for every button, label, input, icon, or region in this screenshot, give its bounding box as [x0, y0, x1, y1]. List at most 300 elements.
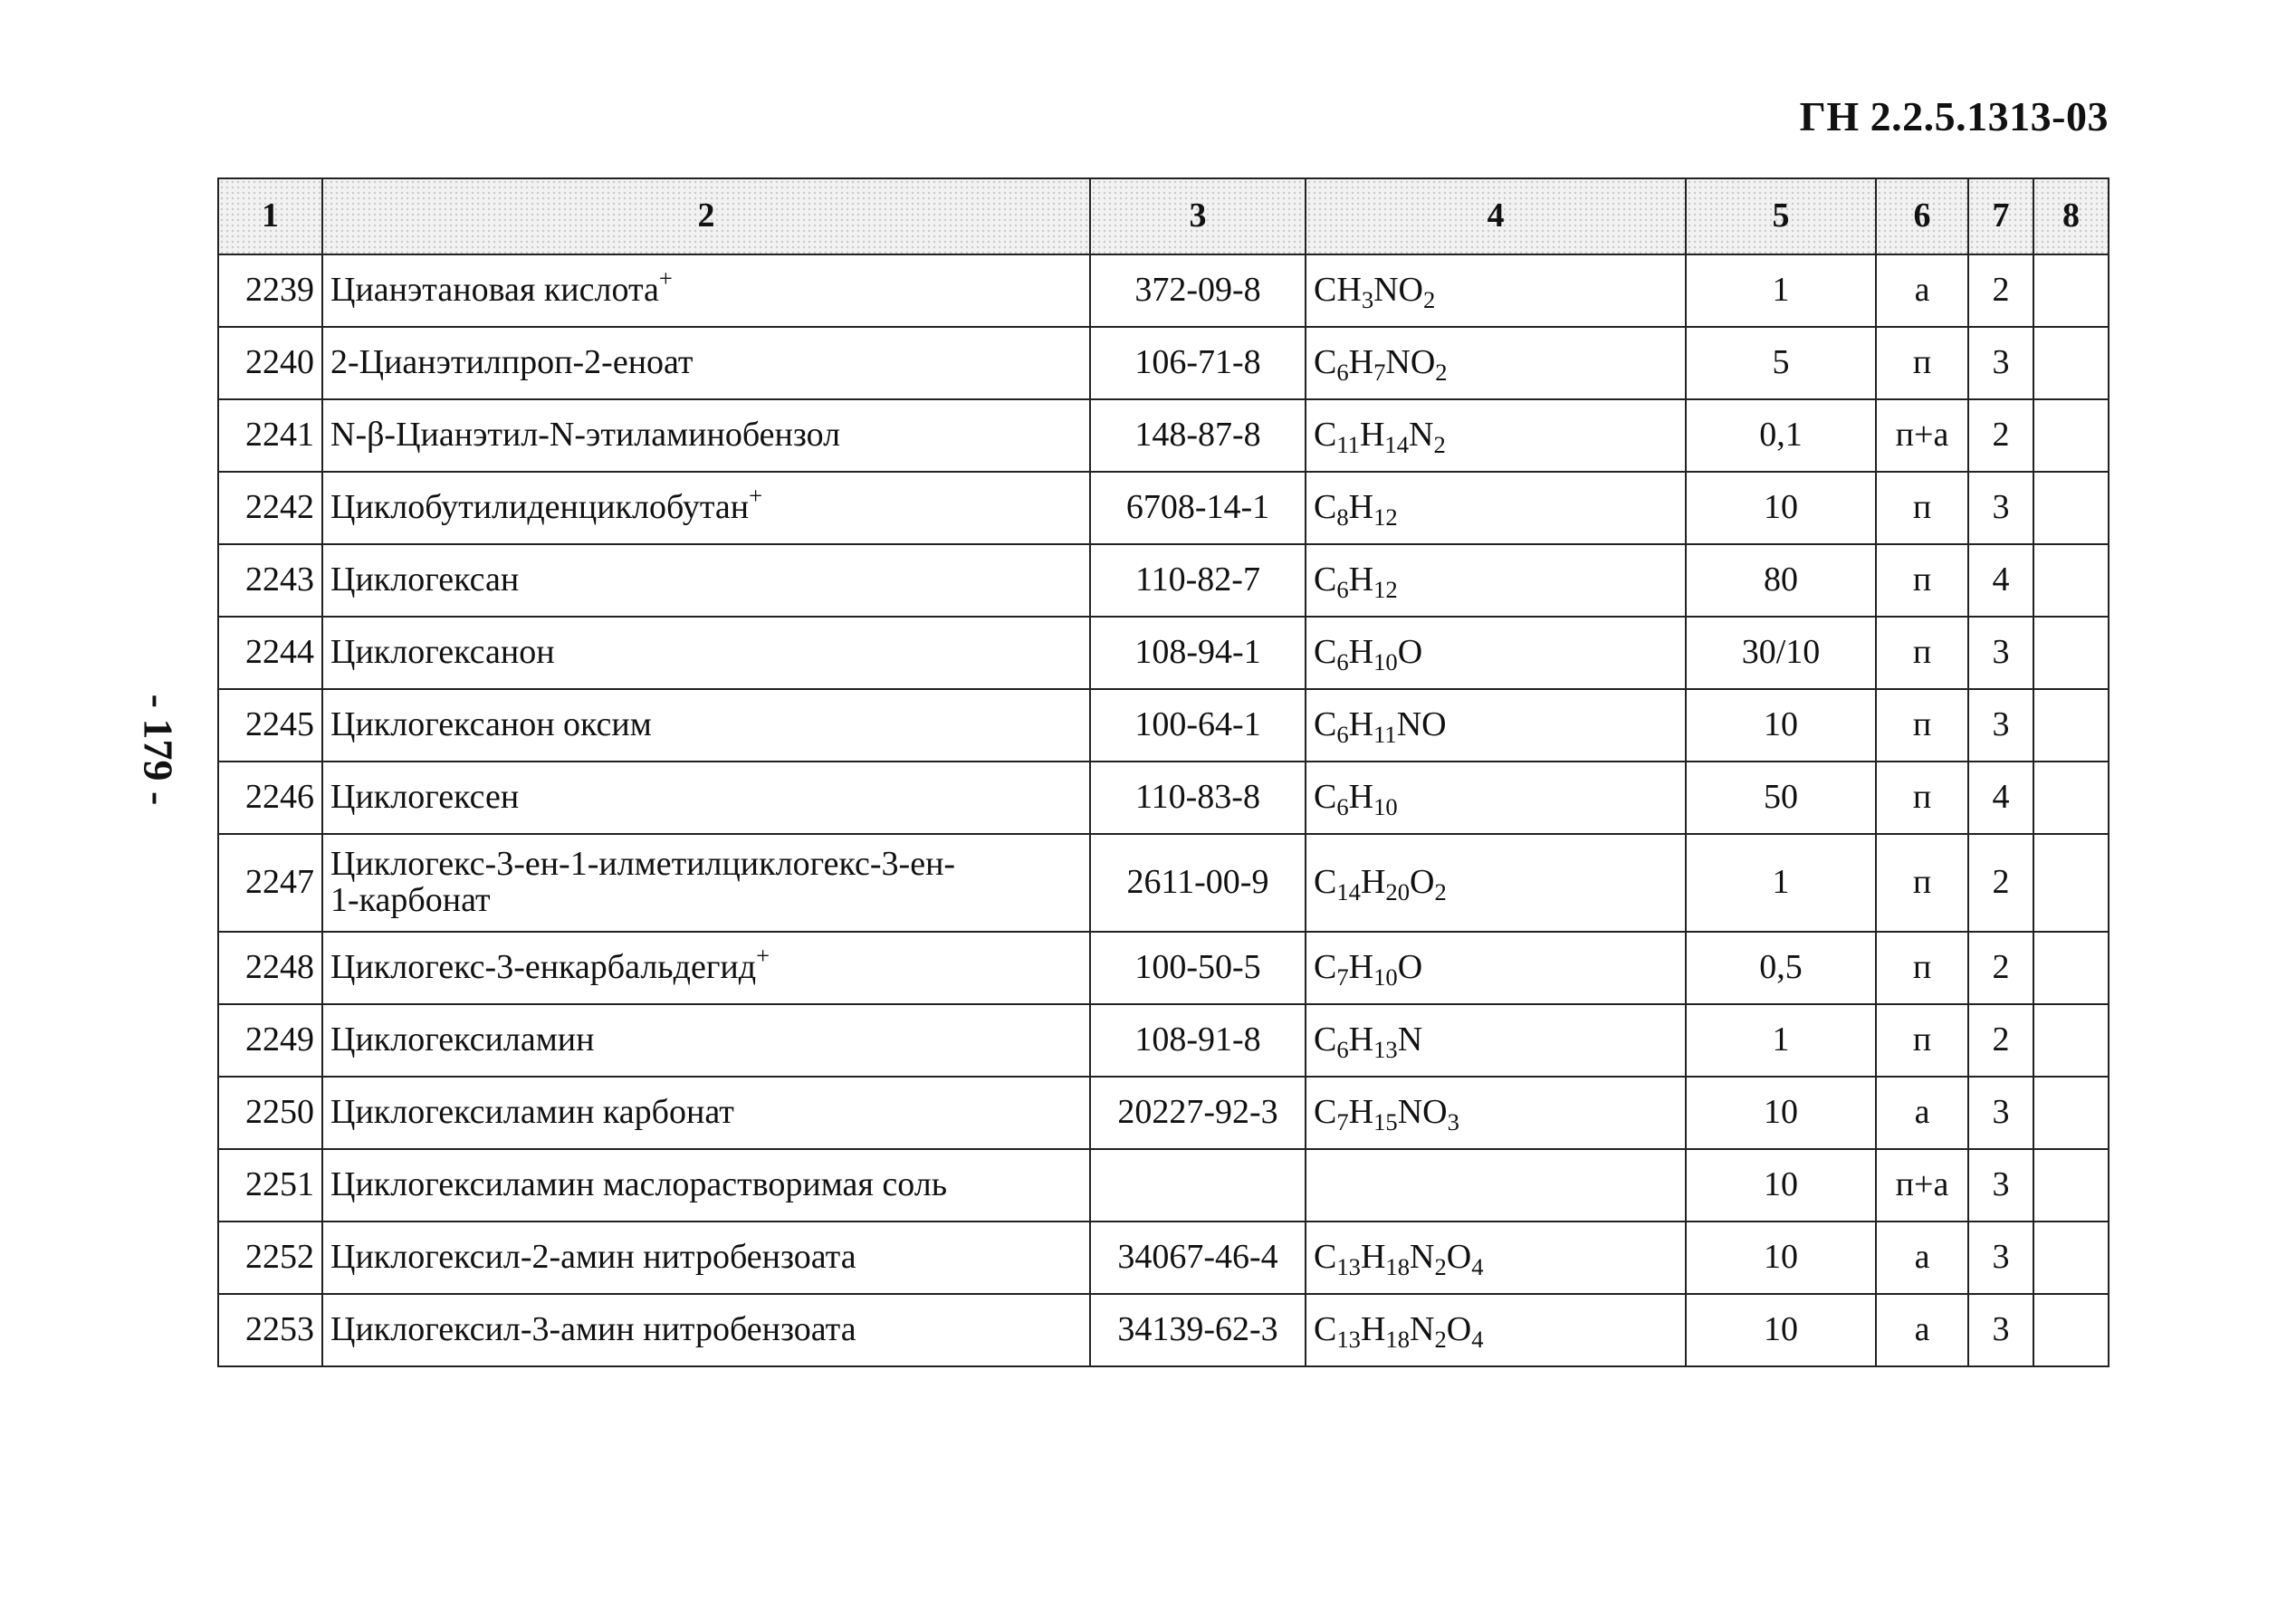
- cas-number: 148-87-8: [1134, 416, 1261, 455]
- chemical-formula: [1314, 416, 1446, 459]
- formula-subscript: 3: [1447, 1108, 1459, 1136]
- hazard-class: 2: [1992, 416, 2010, 455]
- cell-class: [1968, 472, 2033, 544]
- cell-value: [1686, 932, 1876, 1004]
- table-row: [218, 932, 2109, 1004]
- chemical-formula: [1314, 1238, 1484, 1281]
- aggregate-state: п: [1912, 488, 1932, 527]
- column-header: 2: [322, 178, 1090, 254]
- cell-value: [1686, 1004, 1876, 1077]
- formula-subscript: 10: [1373, 648, 1398, 676]
- cell-note: [2033, 1294, 2109, 1366]
- cell-state: [1876, 544, 1968, 617]
- formula-subscript: 2: [1423, 286, 1436, 314]
- table-row: [218, 472, 2109, 544]
- cell-state: [1876, 327, 1968, 399]
- formula-subscript: 7: [1373, 359, 1386, 387]
- cell-formula: [1306, 472, 1686, 544]
- chemical-formula: [1314, 778, 1398, 821]
- cell-formula: [1306, 1004, 1686, 1077]
- formula-element: N: [1410, 1310, 1435, 1349]
- cas-number: 34067-46-4: [1117, 1238, 1278, 1277]
- cell-state: [1876, 399, 1968, 472]
- limit-value: 10: [1764, 1093, 1798, 1132]
- table-body: [218, 254, 2109, 1366]
- substance-name: Циклогекс-3-енкарбальдегид: [330, 948, 757, 987]
- cas-number: 108-91-8: [1134, 1020, 1261, 1059]
- cell-formula: [1306, 544, 1686, 617]
- cell-name: [322, 1077, 1090, 1149]
- formula-subscript: 18: [1385, 1253, 1410, 1281]
- cell-class: [1968, 834, 2033, 932]
- formula-element: C: [1314, 271, 1337, 310]
- row-number: 2242: [245, 488, 314, 527]
- cell-state: [1876, 1077, 1968, 1149]
- cell-note: [2033, 834, 2109, 932]
- formula-subscript: 14: [1384, 431, 1410, 459]
- cell-class: [1968, 399, 2033, 472]
- formula-element: H: [1360, 1238, 1386, 1277]
- limit-value: 10: [1764, 1238, 1798, 1277]
- substance-name: 2-Цианэтилпроп-2-еноат: [330, 343, 694, 382]
- cell-formula: [1306, 254, 1686, 327]
- cell-number: [218, 544, 322, 617]
- hazard-class: 3: [1992, 1165, 2010, 1204]
- row-number: 2247: [245, 863, 314, 902]
- cell-name: [322, 617, 1090, 689]
- formula-element: C: [1314, 343, 1337, 382]
- formula-element: H: [1348, 778, 1374, 817]
- cas-number: 20227-92-3: [1117, 1093, 1278, 1132]
- cell-value: [1686, 762, 1876, 834]
- cell-class: [1968, 1294, 2033, 1366]
- limit-value: 30/10: [1741, 633, 1821, 672]
- formula-element: C: [1314, 778, 1337, 817]
- formula-element: H: [1348, 1020, 1374, 1059]
- substance-name: Цианэтановая кислота: [330, 271, 659, 310]
- cell-note: [2033, 472, 2109, 544]
- hazard-class: 4: [1992, 560, 2010, 599]
- cell-cas: [1090, 689, 1306, 762]
- cell-state: [1876, 932, 1968, 1004]
- formula-element: H: [1360, 1310, 1386, 1349]
- cell-name: [322, 932, 1090, 1004]
- formula-element: NO: [1385, 343, 1436, 382]
- hazard-class: 2: [1992, 948, 2010, 987]
- cell-name: [322, 472, 1090, 544]
- cell-note: [2033, 399, 2109, 472]
- formula-element: H: [1348, 560, 1374, 599]
- aggregate-state: п+а: [1895, 1165, 1949, 1204]
- cell-cas: [1090, 1077, 1306, 1149]
- table-row: [218, 254, 2109, 327]
- aggregate-state: п: [1912, 778, 1932, 817]
- cell-class: [1968, 617, 2033, 689]
- cell-class: [1968, 1004, 2033, 1077]
- hazard-class: 2: [1992, 863, 2010, 902]
- cell-class: [1968, 689, 2033, 762]
- document-code: ГН 2.2.5.1313-03: [1799, 93, 2109, 139]
- formula-element: O: [1446, 1310, 1472, 1349]
- formula-subscript: 2: [1434, 878, 1447, 906]
- cas-number: 106-71-8: [1134, 343, 1261, 382]
- limit-value: 10: [1764, 1165, 1798, 1204]
- cell-class: [1968, 1077, 2033, 1149]
- formula-element: O: [1410, 863, 1435, 902]
- cell-note: [2033, 1222, 2109, 1294]
- cell-value: [1686, 1149, 1876, 1222]
- cell-state: [1876, 1149, 1968, 1222]
- aggregate-state: а: [1914, 1093, 1930, 1132]
- cell-class: [1968, 1222, 2033, 1294]
- table-row: [218, 1149, 2109, 1222]
- chemical-formula: [1314, 705, 1447, 749]
- formula-subscript: 6: [1336, 576, 1349, 604]
- cell-cas: [1090, 1294, 1306, 1366]
- cell-state: [1876, 617, 1968, 689]
- cell-name: [322, 689, 1090, 762]
- column-header: 3: [1090, 178, 1306, 254]
- formula-subscript: 6: [1336, 1036, 1349, 1064]
- cell-number: [218, 399, 322, 472]
- table-header-row: [218, 178, 2109, 254]
- limit-value: 1: [1772, 271, 1790, 310]
- formula-subscript: 18: [1385, 1326, 1410, 1354]
- cell-cas: [1090, 617, 1306, 689]
- cell-value: [1686, 327, 1876, 399]
- cell-value: [1686, 689, 1876, 762]
- chemical-formula: [1314, 1020, 1423, 1064]
- column-header: 5: [1686, 178, 1876, 254]
- table-row: [218, 762, 2109, 834]
- chemical-formula: [1314, 863, 1447, 906]
- table-row: [218, 1004, 2109, 1077]
- cell-cas: [1090, 1222, 1306, 1294]
- cell-value: [1686, 399, 1876, 472]
- aggregate-state: п: [1912, 863, 1932, 902]
- substance-name: N-β-Цианэтил-N-этиламинобензол: [330, 416, 841, 455]
- formula-subscript: 6: [1336, 721, 1349, 749]
- row-number: 2243: [245, 560, 314, 599]
- formula-element: H: [1336, 271, 1362, 310]
- table-row: [218, 1294, 2109, 1366]
- cell-value: [1686, 1294, 1876, 1366]
- formula-subscript: 20: [1385, 878, 1410, 906]
- cell-cas: [1090, 932, 1306, 1004]
- superscript-mark: +: [756, 942, 770, 970]
- formula-subscript: 4: [1471, 1326, 1484, 1354]
- column-header: 1: [218, 178, 322, 254]
- aggregate-state: п: [1912, 343, 1932, 382]
- cell-name: [322, 544, 1090, 617]
- cell-value: [1686, 1077, 1876, 1149]
- row-number: 2241: [245, 416, 314, 455]
- substance-name: Циклогексиламин: [330, 1020, 595, 1059]
- column-header: 4: [1306, 178, 1686, 254]
- cell-name: [322, 1004, 1090, 1077]
- cell-note: [2033, 544, 2109, 617]
- formula-subscript: 11: [1373, 721, 1397, 749]
- cell-formula: [1306, 1077, 1686, 1149]
- row-number: 2245: [245, 705, 314, 744]
- substance-name-line: Циклогекс-3-ен-1-илметилциклогекс-3-ен-: [330, 845, 956, 884]
- cell-class: [1968, 327, 2033, 399]
- cell-name: [322, 399, 1090, 472]
- formula-subscript: 2: [1435, 359, 1448, 387]
- cell-cas: [1090, 762, 1306, 834]
- cell-cas: [1090, 1004, 1306, 1077]
- cell-name: [322, 762, 1090, 834]
- formula-subscript: 12: [1373, 503, 1398, 532]
- cell-note: [2033, 689, 2109, 762]
- limit-value: 10: [1764, 1310, 1798, 1349]
- cell-state: [1876, 689, 1968, 762]
- cell-cas: [1090, 399, 1306, 472]
- cell-formula: [1306, 1222, 1686, 1294]
- chemical-formula: [1314, 343, 1448, 387]
- limit-value: 10: [1764, 705, 1798, 744]
- cas-number: 372-09-8: [1134, 271, 1261, 310]
- formula-element: NO: [1396, 705, 1447, 744]
- chemical-formula: [1314, 560, 1398, 604]
- limit-value: 50: [1764, 778, 1798, 817]
- superscript-mark: +: [749, 482, 763, 510]
- row-number: 2246: [245, 778, 314, 817]
- cell-cas: [1090, 834, 1306, 932]
- cell-formula: [1306, 689, 1686, 762]
- formula-subscript: 10: [1373, 793, 1398, 821]
- cas-number: 110-82-7: [1135, 560, 1260, 599]
- formula-subscript: 2: [1434, 1326, 1447, 1354]
- substance-name: Циклогексанон оксим: [330, 705, 652, 744]
- row-number: 2252: [245, 1238, 314, 1277]
- aggregate-state: п: [1912, 948, 1932, 987]
- row-number: 2240: [245, 343, 314, 382]
- cell-note: [2033, 932, 2109, 1004]
- formula-element: H: [1348, 705, 1374, 744]
- cas-number: 108-94-1: [1134, 633, 1261, 672]
- formula-subscript: 6: [1336, 648, 1349, 676]
- formula-element: H: [1348, 1093, 1374, 1132]
- hazard-class: 3: [1992, 343, 2010, 382]
- formula-element: H: [1348, 633, 1374, 672]
- limit-value: 1: [1772, 1020, 1790, 1059]
- cell-name: [322, 1294, 1090, 1366]
- substance-name: Циклогексиламин маслорастворимая соль: [330, 1165, 948, 1204]
- cell-cas: [1090, 544, 1306, 617]
- cell-note: [2033, 254, 2109, 327]
- cell-value: [1686, 1222, 1876, 1294]
- hazard-class: 3: [1992, 1238, 2010, 1277]
- cell-note: [2033, 762, 2109, 834]
- cas-number: 100-64-1: [1134, 705, 1261, 744]
- cell-name: [322, 254, 1090, 327]
- cell-number: [218, 617, 322, 689]
- cell-value: [1686, 472, 1876, 544]
- limit-value: 10: [1764, 488, 1798, 527]
- hazard-class: 2: [1992, 271, 2010, 310]
- formula-element: C: [1314, 1020, 1337, 1059]
- formula-element: C: [1314, 560, 1337, 599]
- cell-class: [1968, 544, 2033, 617]
- chemical-formula: [1314, 633, 1423, 676]
- cell-value: [1686, 617, 1876, 689]
- cell-note: [2033, 327, 2109, 399]
- cell-number: [218, 762, 322, 834]
- cell-name: [322, 834, 1090, 932]
- formula-subscript: 7: [1336, 1108, 1349, 1136]
- table-row: [218, 399, 2109, 472]
- formula-subscript: 8: [1336, 503, 1349, 532]
- aggregate-state: п: [1912, 1020, 1932, 1059]
- cell-formula: [1306, 1294, 1686, 1366]
- aggregate-state: п+а: [1895, 416, 1949, 455]
- cell-number: [218, 1294, 322, 1366]
- chemical-formula: [1314, 1093, 1459, 1136]
- formula-element: N: [1410, 1238, 1435, 1277]
- formula-element: H: [1348, 948, 1374, 987]
- aggregate-state: а: [1914, 271, 1930, 310]
- formula-element: O: [1397, 633, 1423, 672]
- substance-name: Циклогексиламин карбонат: [330, 1093, 734, 1132]
- cell-value: [1686, 544, 1876, 617]
- hazard-class: 3: [1992, 488, 2010, 527]
- cell-number: [218, 1077, 322, 1149]
- cell-class: [1968, 932, 2033, 1004]
- cell-number: [218, 1222, 322, 1294]
- table-row: [218, 689, 2109, 762]
- row-number: 2244: [245, 633, 314, 672]
- formula-element: C: [1314, 1238, 1337, 1277]
- limit-value: 0,1: [1759, 416, 1803, 455]
- cell-state: [1876, 254, 1968, 327]
- cell-number: [218, 834, 322, 932]
- formula-element: H: [1348, 488, 1374, 527]
- cell-note: [2033, 617, 2109, 689]
- limit-value: 0,5: [1759, 948, 1803, 987]
- cell-number: [218, 1149, 322, 1222]
- formula-element: NO: [1397, 1093, 1448, 1132]
- cell-formula: [1306, 1149, 1686, 1222]
- cell-name: [322, 1222, 1090, 1294]
- formula-element: C: [1314, 705, 1337, 744]
- formula-subscript: 7: [1336, 963, 1349, 992]
- formula-element: N: [1397, 1020, 1423, 1059]
- formula-subscript: 10: [1373, 963, 1398, 992]
- formula-element: C: [1314, 416, 1337, 455]
- formula-element: C: [1314, 1310, 1337, 1349]
- cell-class: [1968, 254, 2033, 327]
- formula-subscript: 13: [1373, 1036, 1398, 1064]
- formula-subscript: 13: [1336, 1253, 1361, 1281]
- formula-element: C: [1314, 948, 1337, 987]
- cell-note: [2033, 1149, 2109, 1222]
- cell-note: [2033, 1004, 2109, 1077]
- table-row: [218, 617, 2109, 689]
- cell-formula: [1306, 932, 1686, 1004]
- cell-formula: [1306, 762, 1686, 834]
- cell-value: [1686, 834, 1876, 932]
- cell-state: [1876, 1222, 1968, 1294]
- cell-number: [218, 1004, 322, 1077]
- aggregate-state: а: [1914, 1310, 1930, 1349]
- limit-value: 5: [1772, 343, 1790, 382]
- cell-name: [322, 327, 1090, 399]
- superscript-mark: +: [658, 264, 673, 292]
- formula-element: C: [1314, 863, 1337, 902]
- substance-name: Циклогексан: [330, 560, 520, 599]
- aggregate-state: п: [1912, 633, 1932, 672]
- cell-state: [1876, 1294, 1968, 1366]
- formula-element: O: [1397, 948, 1423, 987]
- cell-value: [1686, 254, 1876, 327]
- formula-element: N: [1409, 416, 1434, 455]
- column-header: 8: [2033, 178, 2109, 254]
- cell-state: [1876, 1004, 1968, 1077]
- chemical-formula: [1314, 948, 1423, 992]
- row-number: 2249: [245, 1020, 314, 1059]
- chemical-formula: [1314, 1310, 1484, 1354]
- cell-state: [1876, 834, 1968, 932]
- hazard-class: 4: [1992, 778, 2010, 817]
- cas-number: 6708-14-1: [1125, 488, 1270, 527]
- substance-name: Циклогексил-3-амин нитробензоата: [330, 1310, 856, 1349]
- substance-name-line: 1-карбонат: [330, 881, 491, 919]
- formula-subscript: 6: [1336, 359, 1349, 387]
- formula-element: C: [1314, 1093, 1337, 1132]
- cell-state: [1876, 472, 1968, 544]
- table-row: [218, 834, 2109, 932]
- substance-name: Циклогексил-2-амин нитробензоата: [330, 1238, 856, 1277]
- column-header: 7: [1968, 178, 2033, 254]
- substance-name: Циклогексанон: [330, 633, 555, 672]
- row-number: 2251: [245, 1165, 314, 1204]
- cell-cas: [1090, 254, 1306, 327]
- substance-name: Циклогексен: [330, 778, 520, 817]
- formula-subscript: 12: [1373, 576, 1398, 604]
- cas-number: 2611-00-9: [1126, 863, 1269, 902]
- cas-number: 100-50-5: [1134, 948, 1261, 987]
- cell-name: [322, 1149, 1090, 1222]
- cas-number: 110-83-8: [1135, 778, 1260, 817]
- formula-element: H: [1360, 863, 1386, 902]
- formula-subscript: 3: [1361, 286, 1374, 314]
- limit-value: 80: [1764, 560, 1798, 599]
- formula-element: C: [1314, 633, 1337, 672]
- cell-state: [1876, 762, 1968, 834]
- formula-subscript: 6: [1336, 793, 1349, 821]
- cell-number: [218, 689, 322, 762]
- formula-element: NO: [1373, 271, 1423, 310]
- formula-subscript: 15: [1373, 1108, 1398, 1136]
- cell-number: [218, 472, 322, 544]
- aggregate-state: а: [1914, 1238, 1930, 1277]
- hazard-class: 3: [1992, 633, 2010, 672]
- table-row: [218, 544, 2109, 617]
- cell-cas: [1090, 472, 1306, 544]
- formula-subscript: 4: [1471, 1253, 1484, 1281]
- formula-subscript: 2: [1434, 1253, 1447, 1281]
- formula-element: C: [1314, 488, 1337, 527]
- chemical-formula: [1314, 488, 1398, 532]
- substance-name: Циклобутилиденциклобутан: [330, 488, 750, 527]
- cell-formula: [1306, 834, 1686, 932]
- table-row: [218, 327, 2109, 399]
- cell-class: [1968, 762, 2033, 834]
- formula-subscript: 13: [1336, 1326, 1361, 1354]
- cell-cas: [1090, 327, 1306, 399]
- cell-note: [2033, 1077, 2109, 1149]
